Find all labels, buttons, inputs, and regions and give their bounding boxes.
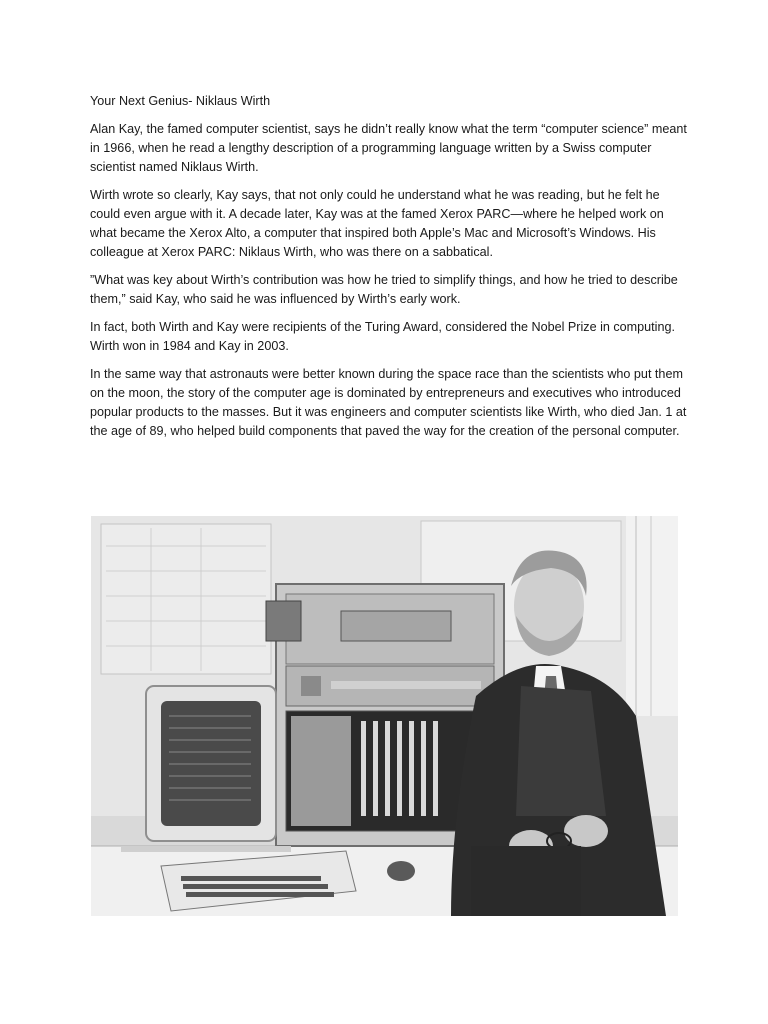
paragraph-3: ”What was key about Wirth’s contribution was how he tried to simplify things, and how he tried to describe them,” said Kay, who said he was influenced by Wirth’s early work.: [90, 273, 678, 306]
paragraph-4: In fact, both Wirth and Kay were recipients of the Turing Award, considered the Nobel Prize in computing. Wirth won in 1984 and Kay in 2003.: [90, 320, 675, 353]
photo-illustration: [91, 516, 678, 916]
paragraph-5: In the same way that astronauts were better known during the space race than the scientists who put them on the moon, the story of the computer age is dominated by entrepreneurs and executives who introduced popular products to the masses. But it was engineers and computer scientists like Wirth, who died Jan. 1 at the age of 89, who helped build components that paved the way for the creation of the personal computer.: [90, 367, 687, 438]
document-body: [90, 92, 690, 450]
paragraph-2: Wirth wrote so clearly, Kay says, that not only could he understand what he was reading, but he felt he could even argue with it. A decade later, Kay was at the famed Xerox PARC—where he helped work on what became the Xerox Alto, a computer that inspired both Apple’s Mac and Microsoft’s Windows. His colleague at Xerox PARC: Niklaus Wirth, who was there on a sabbatical.: [90, 188, 664, 259]
document-title: Your Next Genius- Niklaus Wirth: [90, 94, 271, 108]
paragraph-1: Alan Kay, the famed computer scientist, says he didn’t really know what the term “computer science” meant in 1966, when he read a lengthy description of a programming language written by a Swiss computer scientist named Niklaus Wirth.: [90, 122, 687, 174]
wirth-photo: [91, 516, 678, 916]
